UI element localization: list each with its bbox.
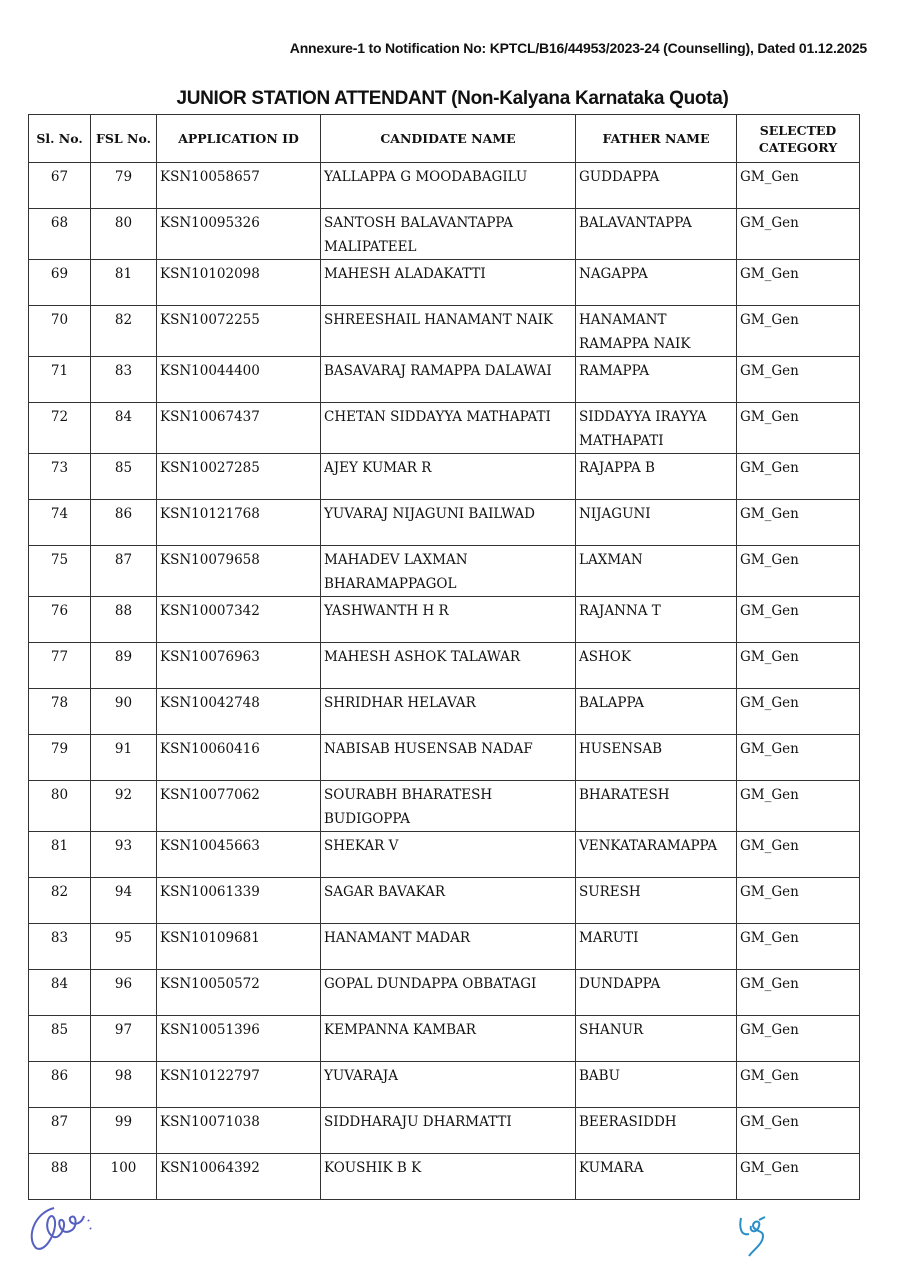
cell-fsl-no: 80 — [91, 209, 157, 260]
cell-father-name: HANAMANT RAMAPPA NAIK — [576, 306, 737, 357]
cell-candidate-name: HANAMANT MADAR — [321, 924, 576, 970]
cell-fsl-no: 84 — [91, 403, 157, 454]
cell-selected-category: GM_Gen — [737, 546, 860, 597]
cell-candidate-name: AJEY KUMAR R — [321, 454, 576, 500]
cell-selected-category: GM_Gen — [737, 597, 860, 643]
cell-application-id: KSN10072255 — [157, 306, 321, 357]
cell-candidate-name: NABISAB HUSENSAB NADAF — [321, 735, 576, 781]
cell-selected-category: GM_Gen — [737, 643, 860, 689]
candidate-table — [28, 114, 860, 1200]
cell-father-name: SIDDAYYA IRAYYA MATHAPATI — [576, 403, 737, 454]
cell-father-name: RAMAPPA — [576, 357, 737, 403]
cell-sl-no: 87 — [29, 1108, 91, 1154]
cell-sl-no: 68 — [29, 209, 91, 260]
cell-sl-no: 75 — [29, 546, 91, 597]
cell-fsl-no: 98 — [91, 1062, 157, 1108]
left-signature — [24, 1198, 114, 1258]
cell-father-name: NIJAGUNI — [576, 500, 737, 546]
cell-candidate-name: MAHESH ALADAKATTI — [321, 260, 576, 306]
table-row — [29, 1154, 860, 1200]
table-row — [29, 306, 860, 357]
header-sl-no: Sl. No. — [29, 115, 91, 163]
cell-fsl-no: 88 — [91, 597, 157, 643]
table-row — [29, 403, 860, 454]
table-row — [29, 781, 860, 832]
cell-selected-category: GM_Gen — [737, 781, 860, 832]
cell-fsl-no: 91 — [91, 735, 157, 781]
cell-fsl-no: 89 — [91, 643, 157, 689]
cell-sl-no: 84 — [29, 970, 91, 1016]
cell-selected-category: GM_Gen — [737, 832, 860, 878]
cell-fsl-no: 95 — [91, 924, 157, 970]
header-candidate-name: CANDIDATE NAME — [321, 115, 576, 163]
cell-candidate-name: SHREESHAIL HANAMANT NAIK — [321, 306, 576, 357]
table-row — [29, 260, 860, 306]
cell-sl-no: 85 — [29, 1016, 91, 1062]
cell-father-name: DUNDAPPA — [576, 970, 737, 1016]
cell-selected-category: GM_Gen — [737, 163, 860, 209]
cell-sl-no: 77 — [29, 643, 91, 689]
cell-father-name: NAGAPPA — [576, 260, 737, 306]
table-row — [29, 1016, 860, 1062]
cell-fsl-no: 92 — [91, 781, 157, 832]
cell-selected-category: GM_Gen — [737, 1108, 860, 1154]
cell-sl-no: 70 — [29, 306, 91, 357]
cell-selected-category: GM_Gen — [737, 1154, 860, 1200]
cell-fsl-no: 79 — [91, 163, 157, 209]
cell-sl-no: 88 — [29, 1154, 91, 1200]
cell-candidate-name: YUVARAJA — [321, 1062, 576, 1108]
table-row — [29, 832, 860, 878]
cell-fsl-no: 87 — [91, 546, 157, 597]
cell-application-id: KSN10051396 — [157, 1016, 321, 1062]
cell-application-id: KSN10044400 — [157, 357, 321, 403]
cell-application-id: KSN10042748 — [157, 689, 321, 735]
cell-fsl-no: 82 — [91, 306, 157, 357]
cell-father-name: RAJANNA T — [576, 597, 737, 643]
cell-father-name: BALAVANTAPPA — [576, 209, 737, 260]
cell-application-id: KSN10077062 — [157, 781, 321, 832]
cell-father-name: SHANUR — [576, 1016, 737, 1062]
table-row — [29, 163, 860, 209]
cell-fsl-no: 94 — [91, 878, 157, 924]
right-signature — [735, 1212, 785, 1262]
cell-application-id: KSN10045663 — [157, 832, 321, 878]
cell-fsl-no: 81 — [91, 260, 157, 306]
cell-sl-no: 80 — [29, 781, 91, 832]
cell-candidate-name: MAHADEV LAXMAN BHARAMAPPAGOL — [321, 546, 576, 597]
cell-candidate-name: SAGAR BAVAKAR — [321, 878, 576, 924]
cell-fsl-no: 100 — [91, 1154, 157, 1200]
cell-candidate-name: MAHESH ASHOK TALAWAR — [321, 643, 576, 689]
cell-fsl-no: 86 — [91, 500, 157, 546]
cell-father-name: LAXMAN — [576, 546, 737, 597]
cell-fsl-no: 93 — [91, 832, 157, 878]
cell-father-name: KUMARA — [576, 1154, 737, 1200]
cell-selected-category: GM_Gen — [737, 878, 860, 924]
table-row — [29, 735, 860, 781]
cell-application-id: KSN10050572 — [157, 970, 321, 1016]
table-row — [29, 546, 860, 597]
cell-application-id: KSN10121768 — [157, 500, 321, 546]
annexure-reference: Annexure-1 to Notification No: KPTCL/B16/44953/2023-24 (Counselling), Dated 01.12.2025 — [289, 40, 867, 56]
cell-application-id: KSN10076963 — [157, 643, 321, 689]
cell-sl-no: 73 — [29, 454, 91, 500]
cell-selected-category: GM_Gen — [737, 689, 860, 735]
cell-selected-category: GM_Gen — [737, 306, 860, 357]
cell-application-id: KSN10095326 — [157, 209, 321, 260]
cell-sl-no: 81 — [29, 832, 91, 878]
table-row — [29, 597, 860, 643]
cell-selected-category: GM_Gen — [737, 260, 860, 306]
cell-sl-no: 72 — [29, 403, 91, 454]
cell-sl-no: 83 — [29, 924, 91, 970]
cell-candidate-name: SHRIDHAR HELAVAR — [321, 689, 576, 735]
cell-application-id: KSN10061339 — [157, 878, 321, 924]
cell-sl-no: 76 — [29, 597, 91, 643]
table-row — [29, 454, 860, 500]
cell-candidate-name: BASAVARAJ RAMAPPA DALAWAI — [321, 357, 576, 403]
cell-application-id: KSN10058657 — [157, 163, 321, 209]
cell-candidate-name: YUVARAJ NIJAGUNI BAILWAD — [321, 500, 576, 546]
cell-sl-no: 67 — [29, 163, 91, 209]
cell-father-name: RAJAPPA B — [576, 454, 737, 500]
cell-selected-category: GM_Gen — [737, 1016, 860, 1062]
cell-candidate-name: CHETAN SIDDAYYA MATHAPATI — [321, 403, 576, 454]
cell-candidate-name: YALLAPPA G MOODABAGILU — [321, 163, 576, 209]
cell-selected-category: GM_Gen — [737, 454, 860, 500]
table-row — [29, 1108, 860, 1154]
cell-application-id: KSN10007342 — [157, 597, 321, 643]
cell-candidate-name: SOURABH BHARATESH BUDIGOPPA — [321, 781, 576, 832]
cell-father-name: BEERASIDDH — [576, 1108, 737, 1154]
cell-sl-no: 69 — [29, 260, 91, 306]
cell-fsl-no: 83 — [91, 357, 157, 403]
cell-sl-no: 79 — [29, 735, 91, 781]
cell-father-name: SURESH — [576, 878, 737, 924]
cell-candidate-name: KOUSHIK B K — [321, 1154, 576, 1200]
cell-selected-category: GM_Gen — [737, 924, 860, 970]
cell-selected-category: GM_Gen — [737, 403, 860, 454]
cell-application-id: KSN10060416 — [157, 735, 321, 781]
cell-fsl-no: 97 — [91, 1016, 157, 1062]
cell-application-id: KSN10102098 — [157, 260, 321, 306]
table-row — [29, 878, 860, 924]
cell-fsl-no: 90 — [91, 689, 157, 735]
cell-father-name: HUSENSAB — [576, 735, 737, 781]
cell-father-name: MARUTI — [576, 924, 737, 970]
cell-father-name: GUDDAPPA — [576, 163, 737, 209]
cell-fsl-no: 85 — [91, 454, 157, 500]
table-row — [29, 970, 860, 1016]
cell-application-id: KSN10071038 — [157, 1108, 321, 1154]
cell-application-id: KSN10067437 — [157, 403, 321, 454]
cell-father-name: ASHOK — [576, 643, 737, 689]
header-selected-category: SELECTED CATEGORY — [737, 115, 860, 163]
cell-fsl-no: 99 — [91, 1108, 157, 1154]
cell-candidate-name: YASHWANTH H R — [321, 597, 576, 643]
table-row — [29, 357, 860, 403]
cell-selected-category: GM_Gen — [737, 1062, 860, 1108]
page-title: JUNIOR STATION ATTENDANT (Non-Kalyana Karnataka Quota) — [176, 88, 729, 109]
cell-application-id: KSN10079658 — [157, 546, 321, 597]
cell-selected-category: GM_Gen — [737, 970, 860, 1016]
cell-fsl-no: 96 — [91, 970, 157, 1016]
table-row — [29, 1062, 860, 1108]
cell-sl-no: 74 — [29, 500, 91, 546]
cell-sl-no: 82 — [29, 878, 91, 924]
cell-selected-category: GM_Gen — [737, 735, 860, 781]
table-row — [29, 209, 860, 260]
cell-father-name: BHARATESH — [576, 781, 737, 832]
cell-sl-no: 78 — [29, 689, 91, 735]
header-father-name: FATHER NAME — [576, 115, 737, 163]
cell-application-id: KSN10122797 — [157, 1062, 321, 1108]
cell-father-name: BABU — [576, 1062, 737, 1108]
cell-father-name: VENKATARAMAPPA — [576, 832, 737, 878]
table-row — [29, 924, 860, 970]
cell-application-id: KSN10027285 — [157, 454, 321, 500]
table-row — [29, 689, 860, 735]
cell-application-id: KSN10109681 — [157, 924, 321, 970]
cell-selected-category: GM_Gen — [737, 209, 860, 260]
cell-sl-no: 86 — [29, 1062, 91, 1108]
cell-application-id: KSN10064392 — [157, 1154, 321, 1200]
header-fsl-no: FSL No. — [91, 115, 157, 163]
cell-candidate-name: SHEKAR V — [321, 832, 576, 878]
cell-selected-category: GM_Gen — [737, 500, 860, 546]
table-row — [29, 643, 860, 689]
cell-candidate-name: SIDDHARAJU DHARMATTI — [321, 1108, 576, 1154]
table-header-row — [29, 115, 860, 163]
header-application-id: APPLICATION ID — [157, 115, 321, 163]
cell-selected-category: GM_Gen — [737, 357, 860, 403]
cell-candidate-name: GOPAL DUNDAPPA OBBATAGI — [321, 970, 576, 1016]
table-row — [29, 500, 860, 546]
cell-sl-no: 71 — [29, 357, 91, 403]
cell-father-name: BALAPPA — [576, 689, 737, 735]
cell-candidate-name: SANTOSH BALAVANTAPPA MALIPATEEL — [321, 209, 576, 260]
cell-candidate-name: KEMPANNA KAMBAR — [321, 1016, 576, 1062]
